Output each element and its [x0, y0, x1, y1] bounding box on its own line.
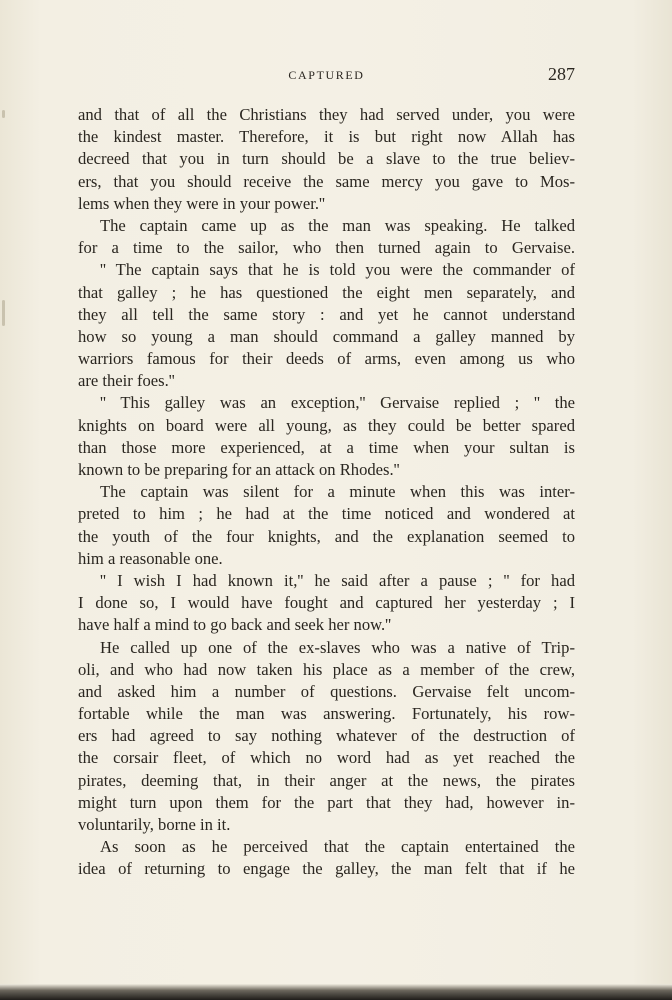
margin-blemish — [2, 110, 5, 118]
text-line: '' The captain says that he is told you were the commander of — [100, 260, 575, 280]
text-line: warriors famous for their deeds of arms, even among us who — [78, 349, 575, 369]
scan-bottom-edge — [0, 984, 672, 1000]
text-line: they all tell the same story : and yet he cannot understand — [78, 304, 575, 324]
text-line: are their foes.'' — [78, 371, 175, 391]
text-line: ers had agreed to say nothing whatever of the destruction of — [78, 726, 575, 746]
text-line: lems when they were in your power.'' — [78, 193, 325, 213]
text-line: that galley ; he has questioned the eight men separately, and — [78, 282, 575, 302]
text-line: and asked him a number of questions. Gervaise felt uncom- — [78, 681, 575, 701]
text-line: and that of all the Christians they had served under, you were — [78, 105, 575, 124]
text-line: pirates, deeming that, in their anger at the news, the pirates — [78, 770, 575, 790]
text-line: The captain was silent for a minute when this was inter- — [100, 482, 575, 502]
text-line: '' This galley was an exception,'' Gervaise replied ; '' the — [100, 393, 575, 413]
page-number: 287 — [548, 64, 575, 84]
text-line: voluntarily, borne in it. — [78, 815, 231, 834]
text-line: might turn upon them for the part that they had, however in- — [78, 792, 575, 812]
text-line: than those more experienced, at a time when your sultan is — [78, 437, 575, 457]
body-text — [78, 104, 575, 881]
text-line: idea of returning to engage the galley, the man felt that if he — [78, 859, 575, 879]
text-line: the kindest master. Therefore, it is but right now Allah has — [78, 127, 575, 147]
page-header — [78, 64, 575, 90]
text-line: have half a mind to go back and seek her now.'' — [78, 615, 392, 635]
text-line: '' I wish I had known it,'' he said after a pause ; '' for had — [100, 570, 575, 590]
text-line: known to be preparing for an attack on Rhodes.'' — [78, 460, 400, 479]
margin-blemish — [2, 300, 5, 326]
text-line: oli, and who had now taken his place as a member of the crew, — [78, 659, 575, 679]
running-head: CAPTURED — [288, 68, 365, 82]
text-line: He called up one of the ex-slaves who was a native of Trip- — [100, 637, 575, 657]
text-line: preted to him ; he had at the time noticed and wondered at — [78, 504, 575, 524]
text-line: ers, that you should receive the same mercy you gave to Mos- — [78, 171, 575, 191]
text-line: him a reasonable one. — [78, 548, 223, 568]
text-line: how so young a man should command a galley manned by — [78, 326, 575, 346]
text-line: As soon as he perceived that the captain entertained the — [100, 837, 575, 857]
text-line: the corsair fleet, of which no word had as yet reached the — [78, 748, 575, 768]
text-line: decreed that you in turn should be a slave to the true believ- — [78, 149, 575, 169]
text-line: the youth of the four knights, and the explanation seemed to — [78, 526, 575, 546]
text-line: The captain came up as the man was speaking. He talked — [100, 215, 575, 235]
text-line: fortable while the man was answering. Fortunately, his row- — [78, 704, 575, 724]
text-line: knights on board were all young, as they could be better spared — [78, 415, 575, 435]
text-line: I done so, I would have fought and captured her yesterday ; I — [78, 593, 575, 613]
text-line: for a time to the sailor, who then turned again to Gervaise. — [78, 238, 575, 258]
